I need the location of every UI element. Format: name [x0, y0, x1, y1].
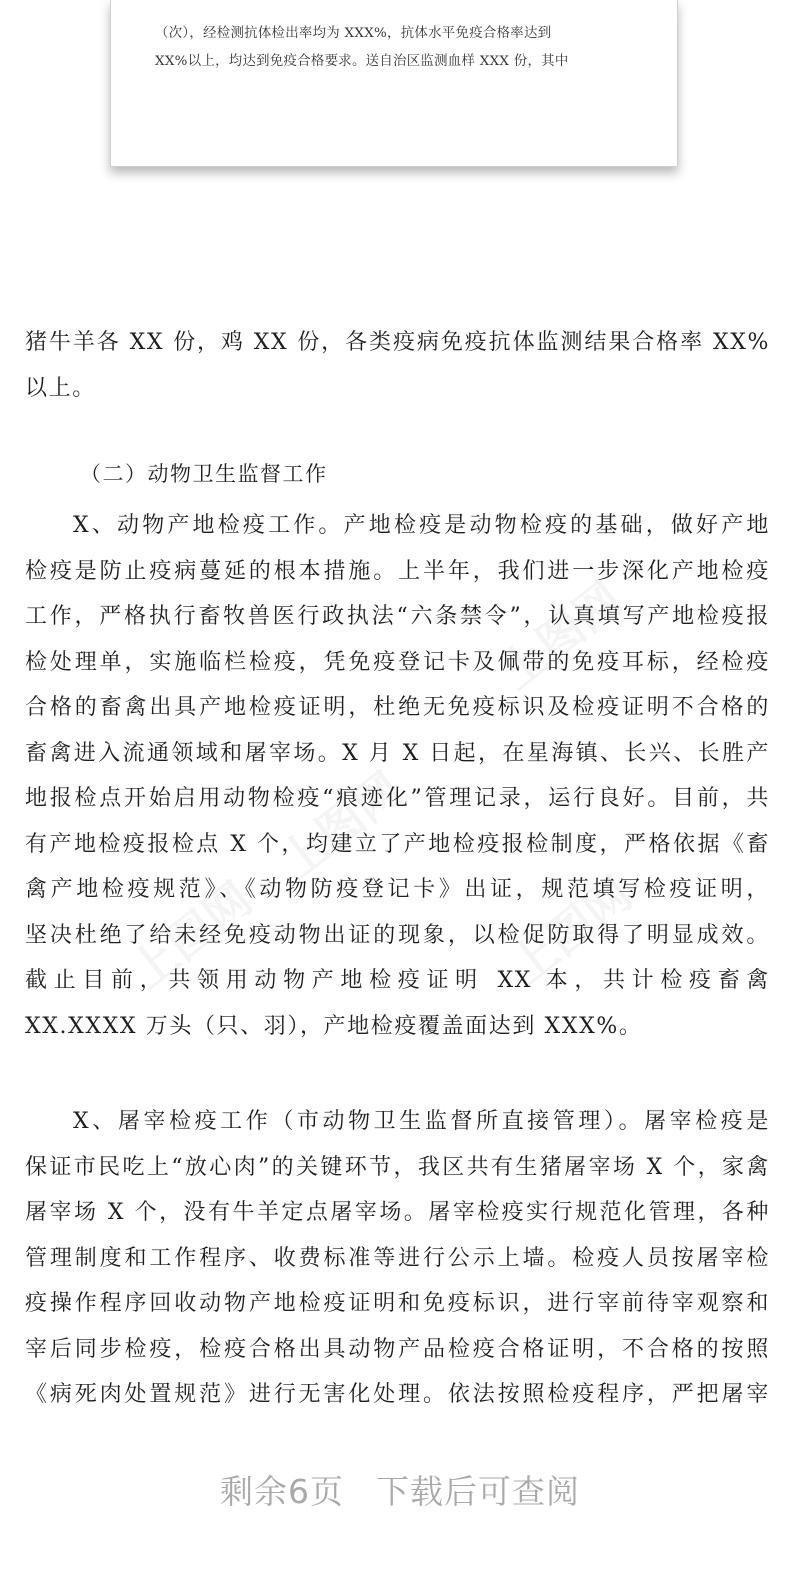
watermark-text: 上图网: [119, 871, 262, 1000]
document-line: 《病死肉处置规范》进行无害化处理。依法按照检疫程序，严把屠宰: [25, 1382, 770, 1407]
download-to-view-label: 下载后可查阅: [376, 1472, 580, 1511]
document-line: 合格的畜禽出具产地检疫证明，杜绝无免疫标识及检疫证明不合格的: [25, 695, 770, 720]
document-line: 坚决杜绝了给未经免疫动物出证的现象，以检促防取得了明显成效。: [25, 922, 770, 948]
document-line: 疫操作程序回收动物产地检疫证明和免疫标识，进行宰前待宰观察和: [25, 1291, 770, 1316]
document-line: 检处理单，实施临栏检疫，凭免疫登记卡及佩带的免疫耳标，经检疫: [25, 649, 770, 675]
preview-page-text: [155, 0, 637, 76]
watermark-text: 上图网: [499, 866, 642, 995]
document-line: 畜禽进入流通领域和屠宰场。X 月 X 日起，在星海镇、长兴、长胜产: [25, 740, 770, 766]
document-line: 禽产地检疫规范》、《动物防疫登记卡》出证，规范填写检疫证明，: [25, 877, 770, 902]
document-line: 工作，严格执行畜牧兽医行政执法“六条禁令”，认真填写产地检疫报: [25, 604, 770, 629]
document-line: 管理制度和工作程序、收费标准等进行公示上墙。检疫人员按屠宰检: [25, 1245, 770, 1271]
document-line: XX.XXXX 万头（只、羽），产地检疫覆盖面达到 XXX%。: [25, 1013, 643, 1039]
preview-page-card: [110, 0, 678, 167]
watermark-text: 上图网: [269, 761, 412, 890]
document-line: X、动物产地检疫工作。产地检疫是动物检疫的基础，做好产地: [73, 513, 770, 538]
document-line: 以上。: [25, 375, 96, 401]
document-line: 截止目前，共领用动物产地检疫证明 XX 本，共计检疫畜禽: [25, 968, 770, 993]
document-line: 检疫是防止疫病蔓延的根本措施。上半年，我们进一步深化产地检疫: [25, 558, 770, 584]
section-heading: （二）动物卫生监督工作: [80, 462, 328, 486]
paragraph-produce-quarantine: [25, 503, 770, 1049]
document-line: 保证市民吃上“放心肉”的关键环节，我区共有生猪屠宰场 X 个，家禽: [25, 1154, 770, 1180]
document-line: 宰后同步检疫，检疫合格出具动物产品检疫合格证明，不合格的按照: [25, 1336, 770, 1362]
preview-line: （次），经检测抗体检出率均为 XXX%，抗体水平免疫合格率达到: [155, 26, 552, 41]
download-prompt[interactable]: [0, 1466, 800, 1513]
document-line: 猪牛羊各 XX 份，鸡 XX 份，各类疫病免疫抗体监测结果合格率 XX%: [25, 330, 770, 355]
preview-line-cut: [155, 0, 637, 20]
document-line: 有产地检疫报检点 X 个，均建立了产地检疫报检制度，严格依据《畜: [25, 831, 770, 857]
document-text-block: [25, 320, 770, 411]
document-line: 地报检点开始启用动物检疫“痕迹化”管理记录，运行良好。目前，共: [25, 786, 770, 811]
preview-line: XX%以上，均达到免疫合格要求。送自治区监测血样 XXX 份，其中: [155, 54, 569, 69]
document-line: X、屠宰检疫工作（市动物卫生监督所直接管理）。屠宰检疫是: [73, 1109, 770, 1134]
watermark-text: 上图网: [489, 571, 632, 700]
paragraph-slaughter-quarantine: [25, 1099, 770, 1418]
document-line: 屠宰场 X 个，没有牛羊定点屠宰场。屠宰检疫实行规范化管理，各种: [25, 1200, 770, 1225]
remaining-pages-label: 剩余6页: [220, 1472, 344, 1511]
